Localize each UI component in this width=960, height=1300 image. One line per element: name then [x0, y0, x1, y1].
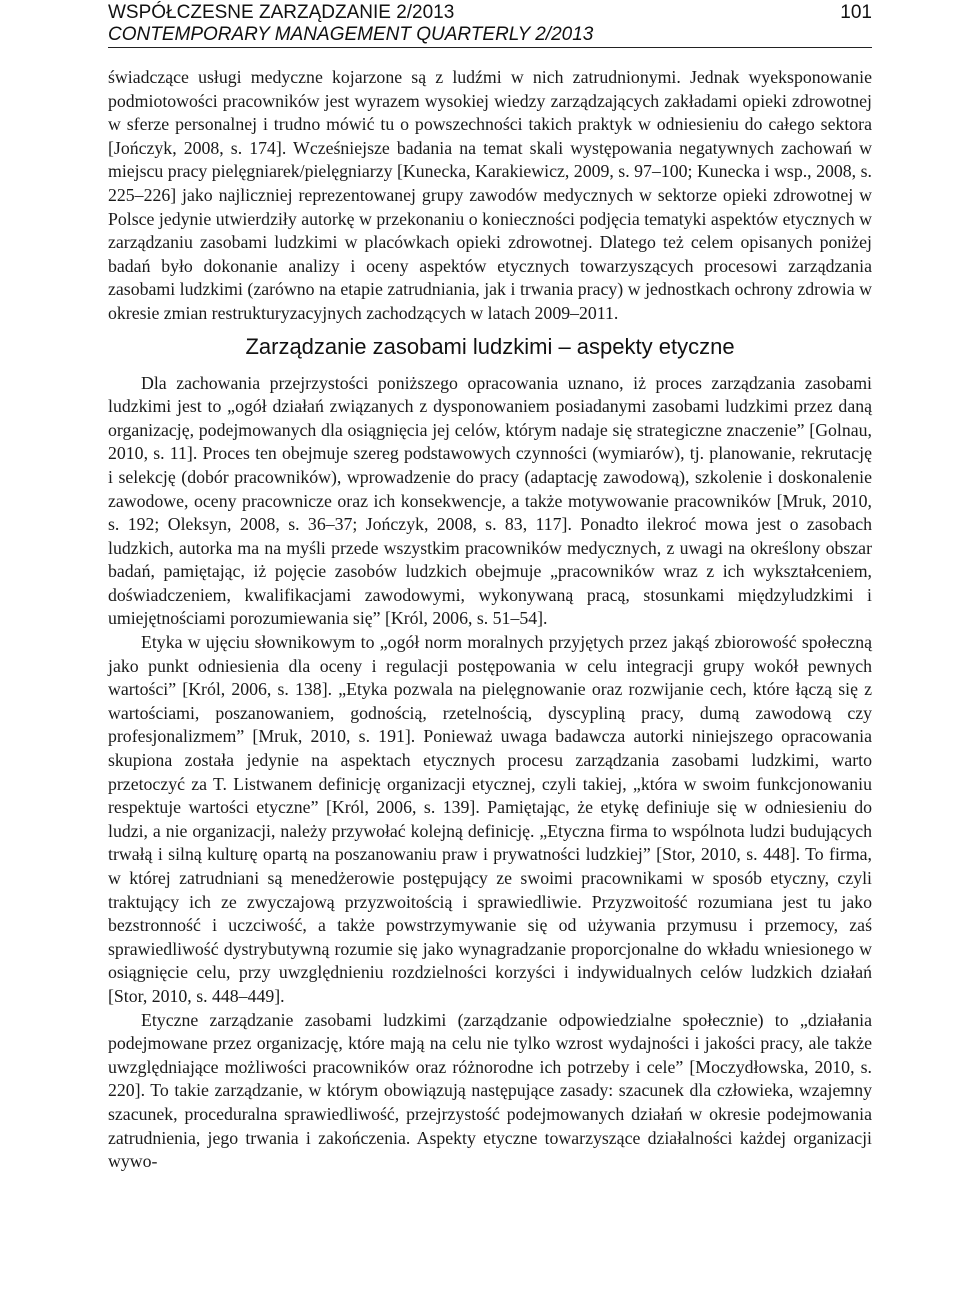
paragraph-3: Etyka w ujęciu słownikowym to „ogół norm moralnych przyjętych przez jakąś zbiorowość społeczną jako punkt odniesienia dla oceny i regulacji postępowania w celu integracji grupy wokół pewnych wartości” [Król, 2006, s. 138]. „Etyka pozwala na pielęgnowanie oraz rozwijanie cech, które łączą się z wartościami, poszanowaniem, godnością, rzetelnością, dyscypliną pracy, dumą zawodową czy profesjonalizmem” [Mruk, 2010, s. 191]. Ponieważ uwaga badawcza autorki niniejszego opracowania skupiona została jedynie na aspektach etycznych procesu zarządzania zasobami ludzkimi, warto przetoczyć za T. Listwanem definicję organizacji etycznej, czyli takiej, „która w swoim funkcjonowaniu respektuje wartości etyczne” [Król, 2006, s. 139]. Pamiętając, że etykę definiuje się w odniesieniu do ludzi, a nie organizacji, należy przywołać kolejną definicję. „Etyczna firma to wspólnota ludzi budujących trwałą i silną kulturę opartą na poszanowaniu praw i prywatności ludzkiej” [Stor, 2010, s. 448]. To firma, w której zatrudniani są menedżerowie postępujący ze swoimi pracownikami w sposób etyczny, czyli traktujący ich ze zwyczajową przyzwoitością i sprawiedliwie. Przyzwoitość rozumiana jest tu jako bezstronność i uczciwość, a także powstrzymywanie się od używania przymusu i przemocy, zaś sprawiedliwość dystrybutywną rozumie się jako wynagradzanie proporcjonalne do wkładu wniesionego w osiągnięcie celu, przy uwzględnieniu rozdzielności korzyści i indywidualnych celów ludzkich działań [Stor, 2010, s. 448–449]. [108, 632, 872, 1006]
header-line-1 [108, 2, 872, 24]
journal-title-en: CONTEMPORARY MANAGEMENT QUARTERLY 2/2013 [108, 24, 594, 45]
journal-title-pl: WSPÓŁCZESNE ZARZĄDZANIE 2/2013 [108, 2, 455, 23]
section-heading: Zarządzanie zasobami ludzkimi – aspekty etyczne [245, 333, 735, 359]
article-body [108, 66, 872, 1174]
paragraph-4: Etyczne zarządzanie zasobami ludzkimi (zarządzanie odpowiedzialne społecznie) to „działania podejmowane przez organizację, które mają na celu nie tylko wzrost wydajności i jakości pracy, ale także uwzględniające możliwości pracowników oraz różnorodne ich potrzeby i cele” [Moczydłowska, 2010, s. 220]. To takie zarządzanie, w którym obowiązują następujące zasady: szacunek dla człowieka, wzajemny szacunek, proceduralna sprawiedliwość, przejrzystość podejmowanych działań w okresie podejmowania zatrudnienia, jego trwania i zakończenia. Aspekty etyczne towarzyszące działalności każdej organizacji wywo- [108, 1009, 872, 1172]
running-header [108, 2, 872, 48]
page-number: 101 [840, 2, 872, 23]
paragraph-1: świadczące usługi medyczne kojarzone są z ludźmi w nich zatrudnionymi. Jednak wyeksponowanie podmiotowości pracowników jest wyrazem wysokiej wiedzy zarządzających zakładami opieki zdrowotnej w sferze personalnej i trudno mówić tu o powszechności takich praktyk w odniesieniu do całego sektora [Jończyk, 2008, s. 174]. Wcześniejsze badania na temat skali występowania negatywnych zachowań w miejscu pracy pielęgniarek/pielęgniarzy [Kunecka, Karakiewicz, 2009, s. 97–100; Kunecka i wsp., 2008, s. 225–226] jako najliczniej reprezentowanej grupy zawodów medycznych w sektorze opieki zdrowotnej w Polsce jedynie utwierdziły autorkę w przekonaniu o konieczności podjęcia tematyki aspektów etycznych w zarządzaniu zasobami ludzkimi w placówkach opieki zdrowotnej. Dlatego też celem opisanych poniżej badań było dokonanie analizy i oceny aspektów etycznych towarzyszących procesowi zarządzania zasobami ludzkimi (zarówno na etapie zatrudniania, jak i trwania pracy) w jednostkach ochrony zdrowia w okresie zmian restrukturyzacyjnych zachodzących w latach 2009–2011. [108, 67, 872, 323]
paragraph-2: Dla zachowania przejrzystości poniższego opracowania uznano, iż proces zarządzania zasobami ludzkimi jest to „ogół działań związanych z dysponowaniem posiadanymi zasobami ludzkimi przez daną organizację, podejmowanych dla osiągnięcia jej celów, którym nadaje się strategiczne znaczenie” [Golnau, 2010, s. 11]. Proces ten obejmuje szereg podstawowych czynności (wymiarów), tj. planowanie, rekrutację i selekcję (dobór pracowników), wprowadzenie do pracy (adaptację zawodową), szkolenie i doskonalenie zawodowe, oceny pracownicze oraz ich konsekwencje, a także motywowanie pracowników [Mruk, 2010, s. 192; Oleksyn, 2008, s. 36–37; Jończyk, 2008, s. 83, 117]. Ponadto ilekroć mowa jest o zasobach ludzkich, autorka ma na myśli przede wszystkim pracowników medycznych, z uwagi na określony obszar badań, pamiętając, iż pojęcie zasobów ludzkich obejmuje „pracowników wraz z ich wykształceniem, doświadczeniem, kwalifikacjami zawodowymi, wykonywaną pracą, stosunkami międzyludzkimi i umiejętnościami porozumiewania się” [Król, 2006, s. 51–54]. [108, 372, 872, 629]
